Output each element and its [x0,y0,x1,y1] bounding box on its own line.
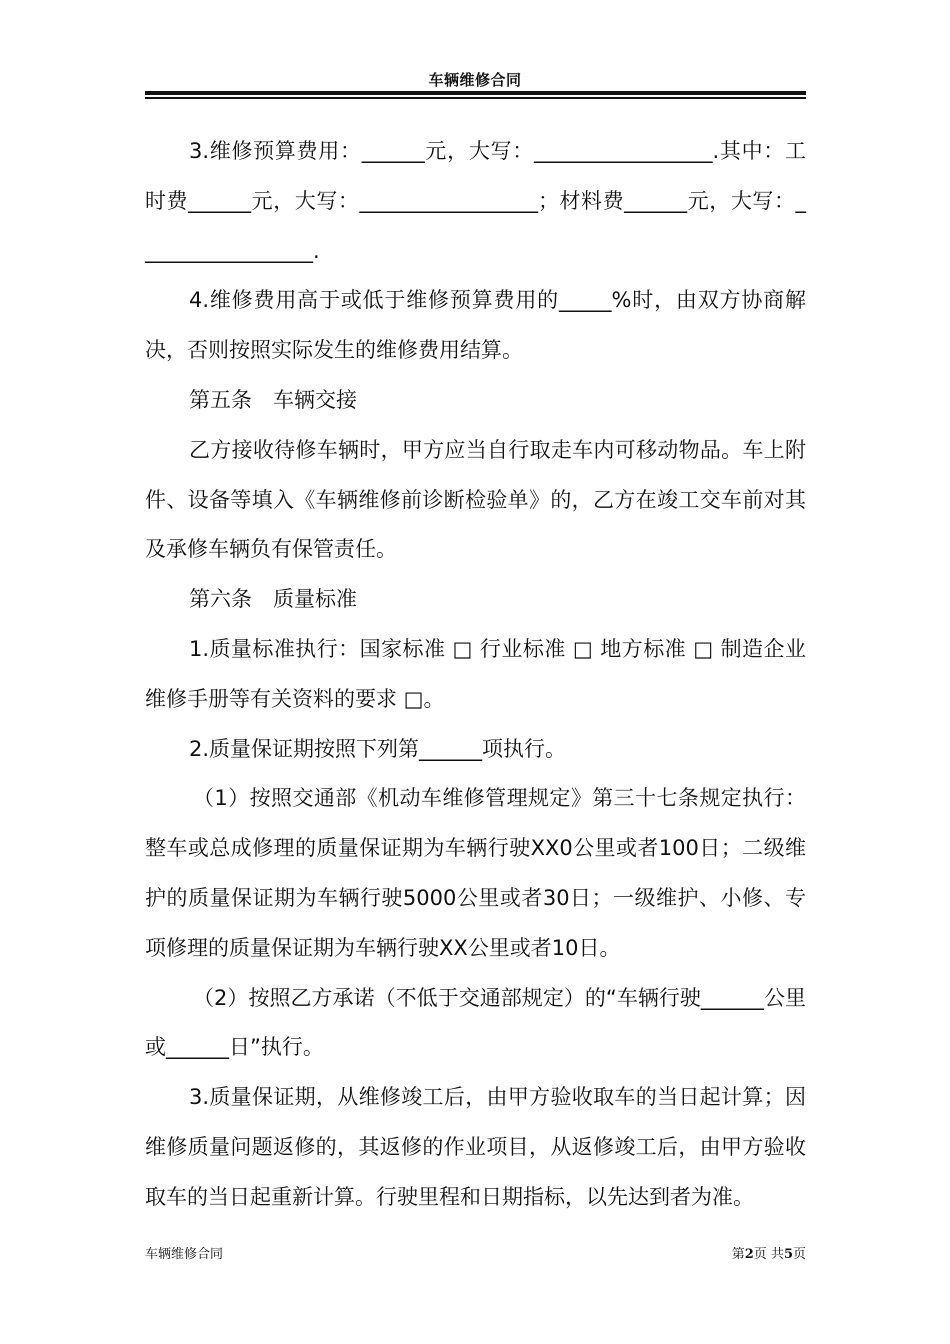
footer-page-middle: 页 共 [753,1247,784,1262]
paragraph-warranty-rule-2: （2）按照乙方承诺（不低于交通部规定）的“车辆行驶______公里或______日”执行。 [145,985,806,1060]
footer-page-suffix: 页 [792,1247,806,1262]
paragraph-cost-deviation: 4.维修费用高于或低于维修预算费用的_____%时，由双方协商解决，否则按照实际发生的维修费用结算。 [145,288,806,363]
footer-page-number [732,1246,806,1264]
header-title: 车辆维修合同 [428,71,522,89]
paragraph-quality-standard: 1.质量标准执行：国家标准 □ 行业标准 □ 地方标准 □ 制造企业维修手册等有关资料的要求 □。 [145,636,806,711]
document-body [145,127,806,1223]
footer-page-current: 2 [744,1247,754,1262]
paragraph-warranty-rule-1: （1）按照交通部《机动车维修管理规定》第三十七条规定执行：整车或总成修理的质量保证期为车辆行驶XX0公里或者100日；二级维护的质量保证期为车辆行驶5000公里或者30日；一级维护、小修、专项修理的质量保证期为车辆行驶XX公里或者10日。 [145,786,806,960]
footer-document-title: 车辆维修合同 [145,1247,224,1262]
header-rule-thick [145,91,806,95]
paragraph-vehicle-handover: 乙方接收待修车辆时，甲方应当自行取走车内可移动物品。车上附件、设备等填入《车辆维修前诊断检验单》的，乙方在竣工交车前对其及承修车辆负有保管责任。 [145,437,806,562]
header-rule-thin [145,97,806,99]
paragraph-warranty-option: 2.质量保证期按照下列第______项执行。 [189,736,567,761]
footer-page-total: 5 [783,1247,793,1262]
footer-page-prefix: 第 [731,1247,745,1262]
paragraph-warranty-period: 3.质量保证期，从维修竣工后，由甲方验收取车的当日起计算；因维修质量问题返修的，其返修的作业项目，从返修竣工后，由甲方验收取车的当日起重新计算。行驶里程和日期指标，以先达到者为准。 [145,1085,806,1209]
section-heading-article-5: 第五条 车辆交接 [189,387,357,412]
paragraph-budget-cost: 3.维修预算费用：______元，大写：_________________.其中：工时费______元，大写：_________________；材料费______元，大写：_________________. [145,139,806,263]
section-heading-article-6: 第六条 质量标准 [189,587,357,612]
